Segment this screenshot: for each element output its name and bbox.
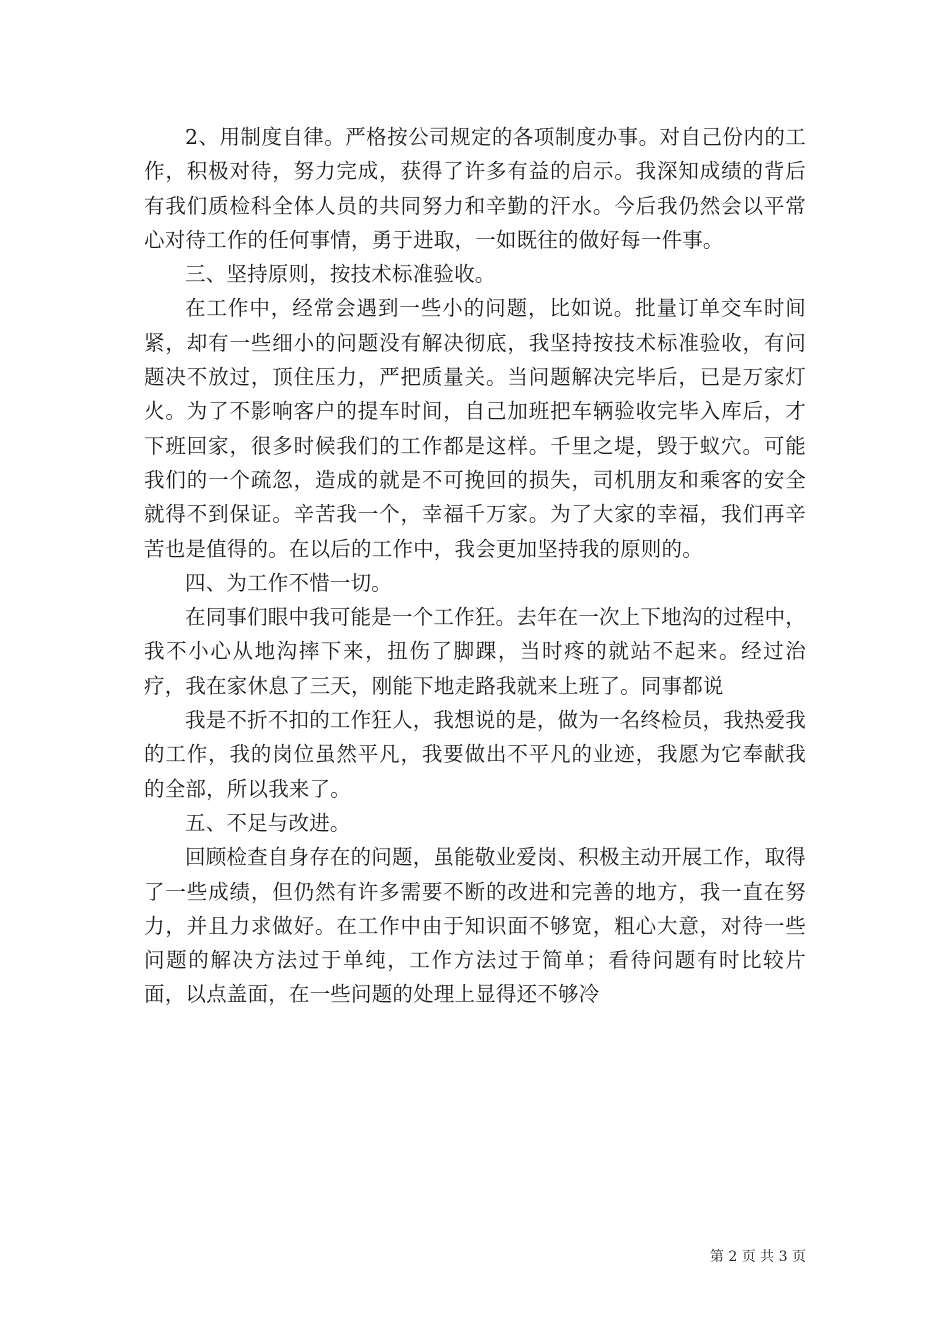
paragraph: 在工作中，经常会遇到一些小的问题，比如说。批量订单交车时间紧，却有一些细小的问题没有解决彻底，我坚持按技术标准验收，有问题决不放过，顶住压力，严把质量关。当问题解决完毕后，已是万家灯火。为了不影响客户的提车时间，自己加班把车辆验收完毕入库后，才下班回家，很多时候我们的工作都是这样。千里之堤，毁于蚁穴。可能我们的一个疏忽，造成的就是不可挽回的损失，司机朋友和乘客的安全就得不到保证。辛苦我一个，幸福千万家。为了大家的幸福，我们再辛苦也是值得的。在以后的工作中，我会更加坚持我的原则的。 — [144, 296, 806, 561]
paragraph: 在同事们眼中我可能是一个工作狂。去年在一次上下地沟的过程中，我不小心从地沟摔下来，扭伤了脚踝，当时疼的就站不起来。经过治疗，我在家休息了三天，刚能下地走路我就来上班了。同事都说 — [144, 605, 806, 698]
section-heading: 五、不足与改进。 — [185, 810, 351, 835]
document-body — [144, 120, 806, 1012]
paragraph: 回顾检查自身存在的问题，虽能敬业爱岗、积极主动开展工作，取得了一些成绩，但仍然有许多需要不断的改进和完善的地方，我一直在努力，并且力求做好。在工作中由于知识面不够宽，粗心大意，对待一些问题的解决方法过于单纯，工作方法过于简单；看待问题有时比较片面，以点盖面，在一些问题的处理上显得还不够冷 — [144, 845, 806, 1007]
section-heading: 四、为工作不惜一切。 — [185, 570, 392, 595]
paragraph: 2、用制度自律。严格按公司规定的各项制度办事。对自己份内的工作，积极对待，努力完成，获得了许多有益的启示。我深知成绩的背后有我们质检科全体人员的共同努力和辛勤的汗水。今后我仍然会以平常心对待工作的任何事情，勇于进取，一如既往的做好每一件事。 — [144, 125, 806, 252]
section-heading: 三、坚持原则，按技术标准验收。 — [185, 262, 496, 287]
paragraph: 我是不折不扣的工作狂人，我想说的是，做为一名终检员，我热爱我的工作，我的岗位虽然平凡，我要做出不平凡的业迹，我愿为它奉献我的全部，所以我来了。 — [144, 708, 806, 801]
page-number-footer: 第 2 页 共 3 页 — [709, 1249, 806, 1265]
